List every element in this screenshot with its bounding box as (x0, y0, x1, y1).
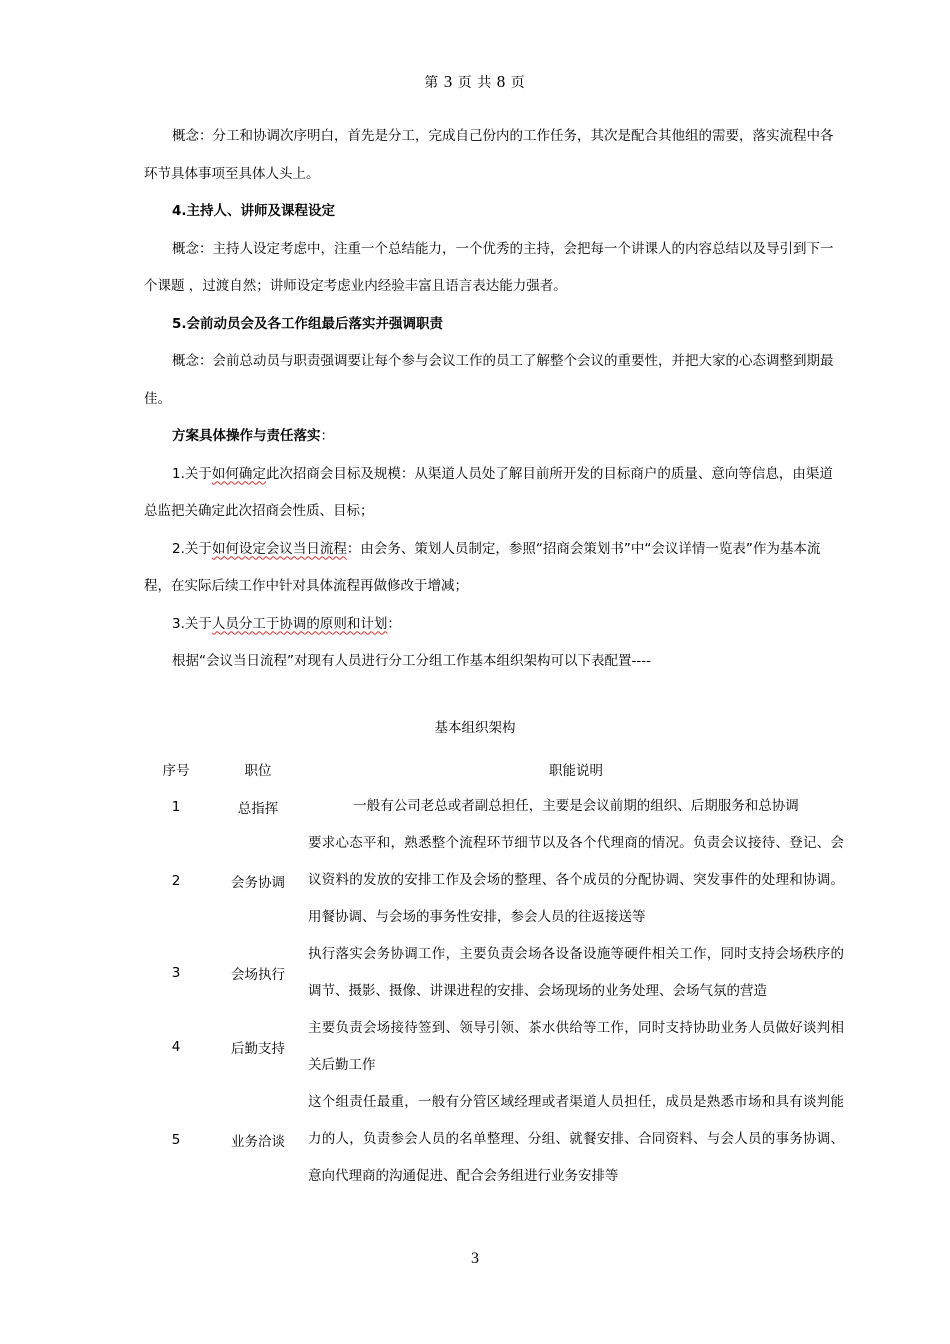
item-3-underlined: 人员分工于协调的原则和计划 (211, 615, 388, 632)
row-no: 2 (171, 872, 181, 889)
row-position: 总指挥 (237, 800, 279, 817)
paragraph-concept-3: 概念：会前总动员与职责强调要让每个参与会议工作的员工了解整个会议的重要性，并把大家的心态调整到期最佳。 (144, 353, 834, 407)
table-header-row (144, 750, 844, 788)
row-desc: 要求心态平和，熟悉整个流程环节细节以及各个代理商的情况。负责会议接待、登记、会议资料的发放的安排工作及会场的整理、各个成员的分配协调、突发事件的处理和协调。用餐协调、与会场的事务性安排，参会人员的往返接送等 (308, 835, 844, 925)
header-prefix: 第 (424, 76, 440, 91)
row-no: 4 (171, 1039, 181, 1055)
item-1-prefix: 1.关于 (172, 465, 212, 482)
table-row (144, 788, 844, 825)
row-no: 1 (171, 798, 181, 815)
row-desc: 一般有公司老总或者副总担任，主要是会议前期的组织、后期服务和总协调 (353, 798, 799, 814)
paragraph-table-intro: 根据“会议当日流程”对现有人员进行分工分组工作基本组织架构可以下表配置---- (172, 653, 651, 669)
header-page-number: 3 (443, 72, 454, 91)
item-1-rest: 此次招商会目标及规模：从渠道人员处了解目前所开发的目标商户的质量、意向等信息，由渠道总监把关确定此次招商会性质、目标； (144, 465, 833, 519)
row-desc: 这个组责任最重，一般有分管区域经理或者渠道人员担任，成员是熟悉市场和具有谈判能力的人，负责参会人员的名单整理、分组、就餐安排、合同资料、与会人员的事务协调、意向代理商的沟通促进、配合会务组进行业务安排等 (308, 1094, 844, 1184)
plan-item-3 (144, 606, 840, 644)
item-2-underlined: 如何设定会议当日流程 (211, 540, 347, 557)
row-position: 业务洽谈 (231, 1133, 285, 1150)
item-2-prefix: 2.关于 (172, 540, 212, 557)
table-title: 基本组织架构 (434, 720, 516, 736)
table-row (144, 936, 844, 1010)
table-row (144, 825, 844, 936)
table-row (144, 1084, 844, 1195)
row-desc: 主要负责会场接待签到、领导引领、茶水供给等工作，同时支持协助业务人员做好谈判相关后勤工作 (308, 1020, 844, 1073)
plan-heading (144, 418, 840, 456)
header-desc: 职能说明 (549, 763, 603, 779)
page-header (0, 72, 950, 92)
plan-item-2 (144, 531, 840, 606)
header-position: 职位 (244, 763, 272, 779)
org-structure-table (144, 750, 844, 1195)
row-desc: 执行落实会务协调工作，主要负责会场各设备设施等硬件相关工作，同时支持会场秩序的调节、摄影、摄像、讲课进程的安排、会场现场的业务处理、会场气氛的营造 (308, 946, 844, 999)
plan-title: 方案具体操作与责任落实 (172, 428, 321, 444)
item-2-rest: ：由会务、策划人员制定，参照“招商会策划书”中“会议详情一览表”作为基本流程，在实际后续工作中针对具体流程再做修改于增减； (144, 540, 821, 594)
row-no: 3 (171, 965, 181, 981)
header-no: 序号 (162, 763, 190, 779)
item-1-underlined: 如何确定 (211, 465, 266, 482)
table-row (144, 1010, 844, 1084)
document-body (144, 118, 840, 681)
paragraph-concept-1: 概念：分工和协调次序明白，首先是分工，完成自己份内的工作任务，其次是配合其他组的需要，落实流程中各环节具体事项至具体人头上。 (144, 128, 834, 182)
header-mid: 页 共 (457, 76, 493, 91)
row-no: 5 (171, 1131, 181, 1148)
item-3-prefix: 3.关于 (172, 615, 212, 632)
row-position: 会场执行 (231, 967, 285, 983)
header-total-pages: 8 (496, 72, 507, 91)
paragraph-concept-2: 概念：主持人设定考虑中，注重一个总结能力，一个优秀的主持，会把每一个讲课人的内容总结以及导引到下一个课题 ，过渡自然；讲师设定考虑业内经验丰富且语言表达能力强者。 (144, 240, 834, 294)
row-position: 会务协调 (231, 874, 285, 891)
row-position: 后勤支持 (231, 1041, 285, 1057)
item-3-rest: ： (387, 615, 401, 632)
page-footer-number: 3 (471, 1250, 479, 1267)
plan-item-1 (144, 456, 840, 531)
plan-colon: ： (320, 428, 334, 444)
header-suffix: 页 (510, 76, 526, 91)
heading-mobilization-meeting: 5.会前动员会及各工作组最后落实并强调职责 (172, 315, 444, 332)
heading-host-lecturer: 4.主持人、讲师及课程设定 (172, 203, 336, 219)
